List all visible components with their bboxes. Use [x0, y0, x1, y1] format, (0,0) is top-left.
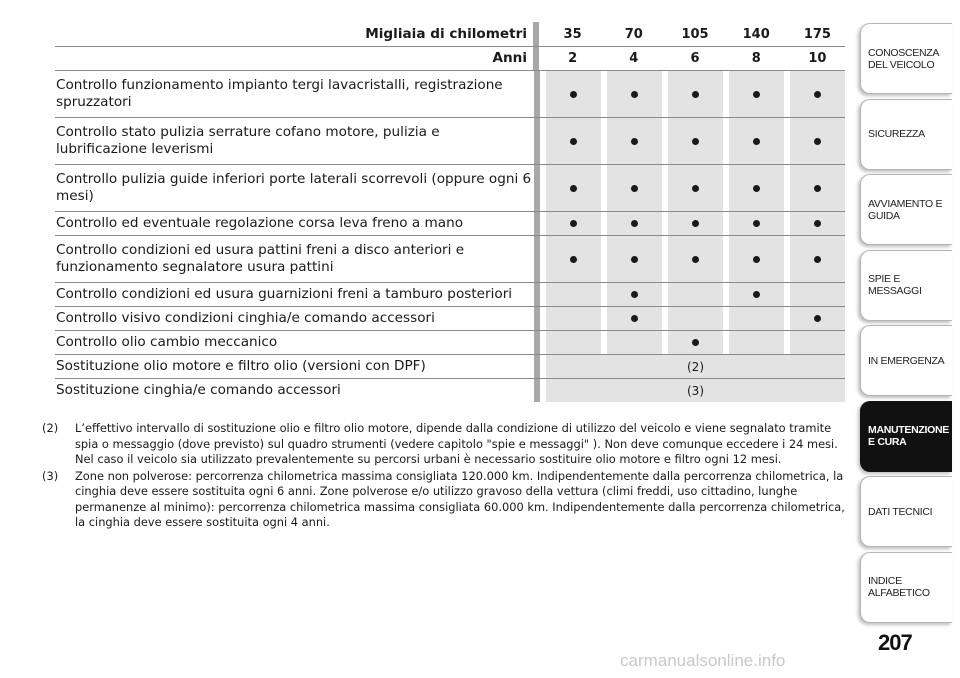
schedule-cell [729, 331, 784, 354]
schedule-cell [790, 307, 845, 330]
schedule-cell [668, 118, 723, 164]
header-row-km [55, 22, 845, 46]
table-row [55, 236, 845, 283]
row-label: Controllo visivo condizioni cinghia/e comando accessori [56, 310, 435, 326]
row-label: Sostituzione olio motore e filtro olio (versioni con DPF) [56, 358, 426, 374]
footnote-text: L’effettivo intervallo di sostituzione olio e filtro olio motore, dipende dalla condizione di utilizzo del veicolo e viene segnalato tramite spia o messaggio (dove previsto) sul quadro strumenti (vedere capitolo "spie e messaggi" ). Non deve comunque eccedere i 24 mesi. Nel caso il veicolo sia utilizzato prevalentemente su percorsi urbani è necessario sostituire olio motore e filtro ogni 12 mesi. [75, 421, 838, 466]
table-row [55, 165, 845, 212]
watermark: carmanualsonline.info [620, 651, 786, 670]
schedule-cell [790, 118, 845, 164]
note-reference: (2) [546, 355, 845, 378]
bullet-icon [631, 291, 638, 298]
schedule-cell [729, 236, 784, 282]
footnote [42, 421, 850, 468]
chapter-tab[interactable]: IN EMERGENZA [860, 325, 952, 396]
header-row-years [55, 46, 845, 71]
schedule-cell [729, 165, 784, 211]
header-years-label: Anni [492, 49, 527, 66]
table-row [55, 283, 845, 307]
note-reference: (3) [546, 379, 845, 402]
schedule-cell [546, 212, 601, 235]
row-label: Controllo olio cambio meccanico [56, 334, 278, 350]
bullet-icon [814, 220, 821, 227]
bullet-icon [570, 138, 577, 145]
footnote-number: (2) [42, 421, 59, 435]
header-years-cell: 2 [545, 46, 600, 70]
bullet-icon [753, 291, 760, 298]
header-years-cell: 4 [606, 46, 661, 70]
header-years-cell: 6 [667, 46, 722, 70]
bullet-icon [814, 91, 821, 98]
schedule-cell [668, 283, 723, 306]
bullet-icon [631, 185, 638, 192]
schedule-cell [607, 212, 662, 235]
bullet-icon [570, 185, 577, 192]
row-label: Controllo condizioni ed usura pattini freni a disco anteriori e funzionamento segnalatore usura pattini [56, 242, 465, 275]
chapter-tab[interactable]: SPIE E MESSAGGI [860, 250, 952, 321]
bullet-icon [814, 138, 821, 145]
row-label: Controllo pulizia guide inferiori porte laterali scorrevoli (oppure ogni 6 mesi) [56, 171, 532, 204]
chapter-tab[interactable]: SICUREZZA [860, 99, 952, 170]
schedule-cell [729, 212, 784, 235]
chapter-tab[interactable]: CONOSCENZA DEL VEICOLO [860, 23, 952, 94]
table-row [55, 71, 845, 118]
bullet-icon [570, 256, 577, 263]
schedule-cell [668, 331, 723, 354]
bullet-icon [753, 220, 760, 227]
bullet-icon [692, 339, 699, 346]
bullet-icon [814, 256, 821, 263]
table-row [55, 307, 845, 331]
schedule-cell [668, 212, 723, 235]
row-label: Controllo stato pulizia serrature cofano motore, pulizia e lubrificazione leverismi [56, 124, 440, 157]
schedule-cell [607, 283, 662, 306]
schedule-cell [729, 118, 784, 164]
bullet-icon [631, 91, 638, 98]
header-km-label: Migliaia di chilometri [365, 25, 527, 42]
footnote-text: Zone non polverose: percorrenza chilometrica massima consigliata 120.000 km. Indipendentemente dalla percorrenza chilometrica, la cinghia deve essere sostituita ogni 6 anni. Zone polverose e/o utilizzo gravoso della vettura (climi freddi, uso cittadino, lunghe permanenze al minimo): percorrenza chilometrica massima consigliata 60.000 km. Indipendentemente dalla percorrenza chilometrica, la cinghia deve essere sostituita ogni 4 anni. [75, 468, 845, 529]
bullet-icon [814, 315, 821, 322]
bullet-icon [814, 185, 821, 192]
header-km-cell: 175 [790, 22, 845, 46]
schedule-cell [729, 307, 784, 330]
schedule-cell [546, 118, 601, 164]
bullet-icon [631, 138, 638, 145]
header-years-cell: 10 [790, 46, 845, 70]
table-row [55, 379, 845, 402]
header-divider [55, 46, 845, 47]
schedule-cell [790, 283, 845, 306]
page-number: 207 [878, 630, 912, 655]
bullet-icon [631, 256, 638, 263]
bullet-icon [631, 315, 638, 322]
chapter-tab[interactable]: DATI TECNICI [860, 476, 952, 547]
bullet-icon [753, 185, 760, 192]
schedule-cell [546, 307, 601, 330]
chapter-tab[interactable]: MANUTENZIONE E CURA [860, 401, 952, 472]
row-label: Controllo condizioni ed usura guarnizioni freni a tamburo posteriori [56, 286, 513, 302]
schedule-cell [546, 236, 601, 282]
bullet-icon [692, 220, 699, 227]
schedule-cell [668, 236, 723, 282]
bullet-icon [631, 220, 638, 227]
footnotes [42, 421, 850, 532]
bullet-icon [692, 138, 699, 145]
bullet-icon [753, 91, 760, 98]
table-row [55, 331, 845, 355]
bullet-icon [753, 256, 760, 263]
bullet-icon [692, 91, 699, 98]
header-km-cell: 105 [667, 22, 722, 46]
bullet-icon [753, 138, 760, 145]
header-km-cell: 35 [545, 22, 600, 46]
schedule-cell [729, 283, 784, 306]
bullet-icon [570, 91, 577, 98]
footnote [42, 469, 850, 531]
maintenance-table [55, 22, 845, 402]
schedule-cell [607, 165, 662, 211]
header-years-cell: 8 [729, 46, 784, 70]
schedule-cell [607, 71, 662, 117]
schedule-cell [607, 307, 662, 330]
schedule-cell [546, 331, 601, 354]
row-label: Sostituzione cinghia/e comando accessori [56, 382, 341, 398]
schedule-cell [546, 71, 601, 117]
schedule-cell [607, 331, 662, 354]
schedule-cell [668, 71, 723, 117]
bullet-icon [570, 220, 577, 227]
schedule-cell [790, 165, 845, 211]
bullet-icon [692, 256, 699, 263]
chapter-tab[interactable]: AVVIAMENTO E GUIDA [860, 174, 952, 245]
row-label: Controllo ed eventuale regolazione corsa leva freno a mano [56, 215, 464, 231]
table-row [55, 355, 845, 379]
bullet-icon [692, 185, 699, 192]
footnote-number: (3) [42, 468, 59, 483]
chapter-tab[interactable]: INDICE ALFABETICO [860, 552, 952, 623]
table-row [55, 118, 845, 165]
schedule-cell [546, 283, 601, 306]
schedule-cell [668, 165, 723, 211]
table-row [55, 212, 845, 236]
header-km-cell: 140 [729, 22, 784, 46]
schedule-cell [729, 71, 784, 117]
schedule-cell [790, 236, 845, 282]
row-label: Controllo funzionamento impianto tergi lavacristalli, registrazione spruzzatori [56, 77, 503, 110]
schedule-cell [790, 212, 845, 235]
schedule-cell [668, 307, 723, 330]
schedule-cell [607, 236, 662, 282]
header-km-cell: 70 [606, 22, 661, 46]
schedule-cell [546, 165, 601, 211]
schedule-cell [790, 71, 845, 117]
schedule-cell [790, 331, 845, 354]
schedule-cell [607, 118, 662, 164]
